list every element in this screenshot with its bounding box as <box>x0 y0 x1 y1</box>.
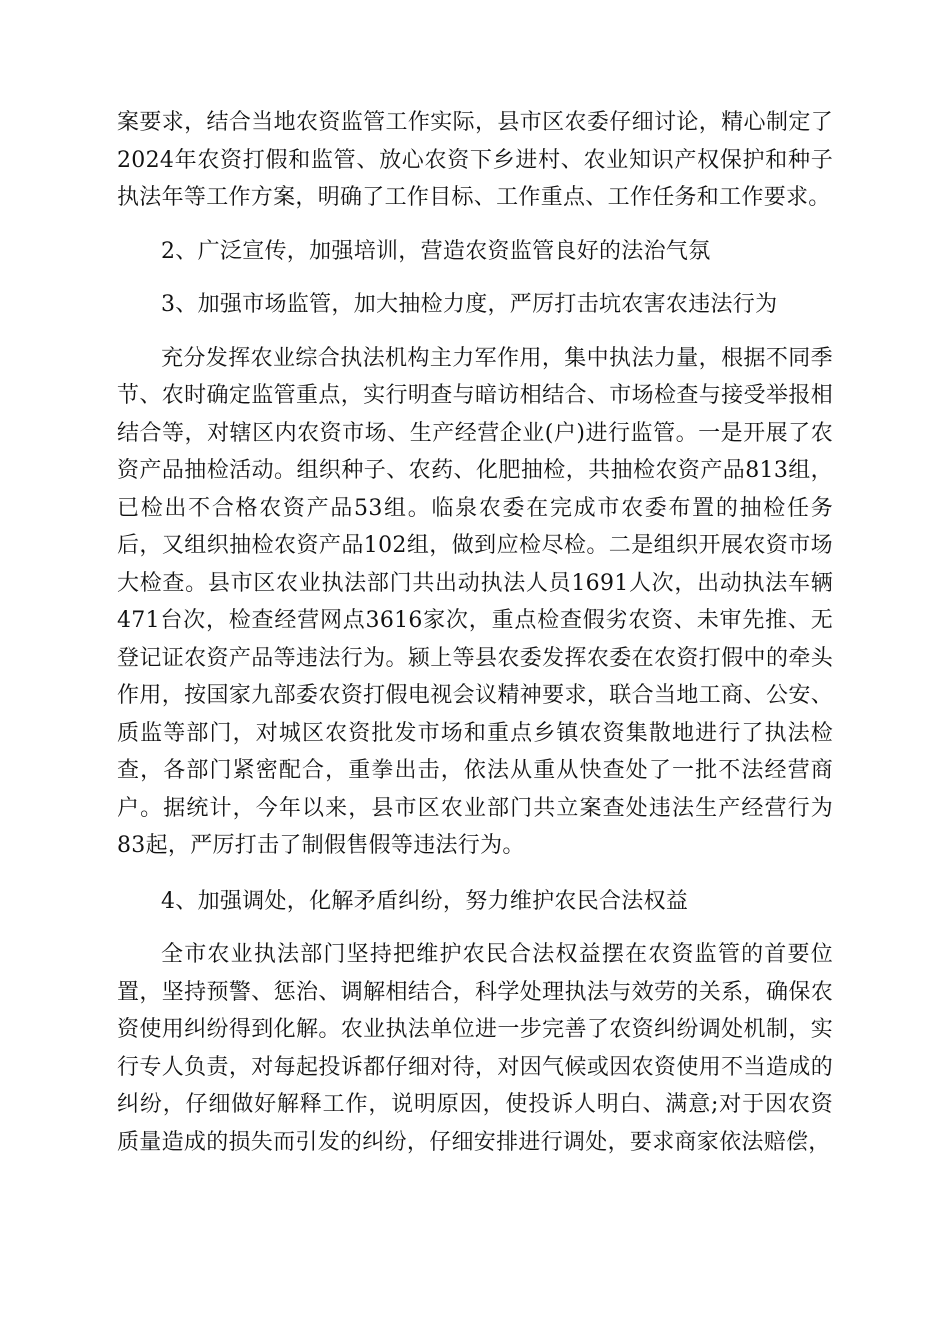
paragraph-dispute-mediation: 全市农业执法部门坚持把维护农民合法权益摆在农资监管的首要位置，坚持预警、惩治、调解相结合，科学处理执法与效劳的关系，确保农资使用纠纷得到化解。农业执法单位进一步完善了农资纠纷调处机制，实行专人负责，对每起投诉都仔细对待，对因气候或因农资使用不当造成的纠纷，仔细做好解释工作，说明原因，使投诉人明白、满意;对于因农资质量造成的损失而引发的纠纷，仔细安排进行调处，要求商家依法赔偿， <box>117 942 833 1155</box>
section-heading-2: 2、广泛宣传，加强培训，营造农资监管良好的法治气氛 <box>161 238 711 264</box>
document-body <box>117 104 833 1161</box>
section-heading-3: 3、加强市场监管，加大抽检力度，严厉打击坑农害农违法行为 <box>161 292 778 317</box>
paragraph-continued: 案要求，结合当地农资监管工作实际，县市区农委仔细讨论，精心制定了2024年农资打假和监管、放心农资下乡进村、农业知识产权保护和种子执法年等工作方案，明确了工作目标、工作重点、工作任务和工作要求。 <box>117 110 833 210</box>
section-heading-4: 4、加强调处，化解矛盾纠纷，努力维护农民合法权益 <box>161 888 689 914</box>
paragraph-market-supervision: 充分发挥农业综合执法机构主力军作用，集中执法力量，根据不同季节、农时确定监管重点，实行明查与暗访相结合、市场检查与接受举报相结合等，对辖区内农资市场、生产经营企业(户)进行监管。一是开展了农资产品抽检活动。组织种子、农药、化肥抽检，共抽检农资产品813组，已检出不合格农资产品53组。临泉农委在完成市农委布置的抽检任务后，又组织抽检农资产品102组，做到应检尽检。二是组织开展农资市场大检查。县市区农业执法部门共出动执法人员1691人次，出动执法车辆471台次，检查经营网点3616家次，重点检查假劣农资、未审先推、无登记证农资产品等违法行为。颍上等县农委发挥农委在农资打假中的牵头作用，按国家九部委农资打假电视会议精神要求，联合当地工商、公安、质监等部门，对城区农资批发市场和重点乡镇农资集散地进行了执法检查，各部门紧密配合，重拳出击，依法从重从快查处了一批不法经营商户。据统计，今年以来，县市区农业部门共立案查处违法生产经营行为83起，严厉打击了制假售假等违法行为。 <box>117 345 833 858</box>
